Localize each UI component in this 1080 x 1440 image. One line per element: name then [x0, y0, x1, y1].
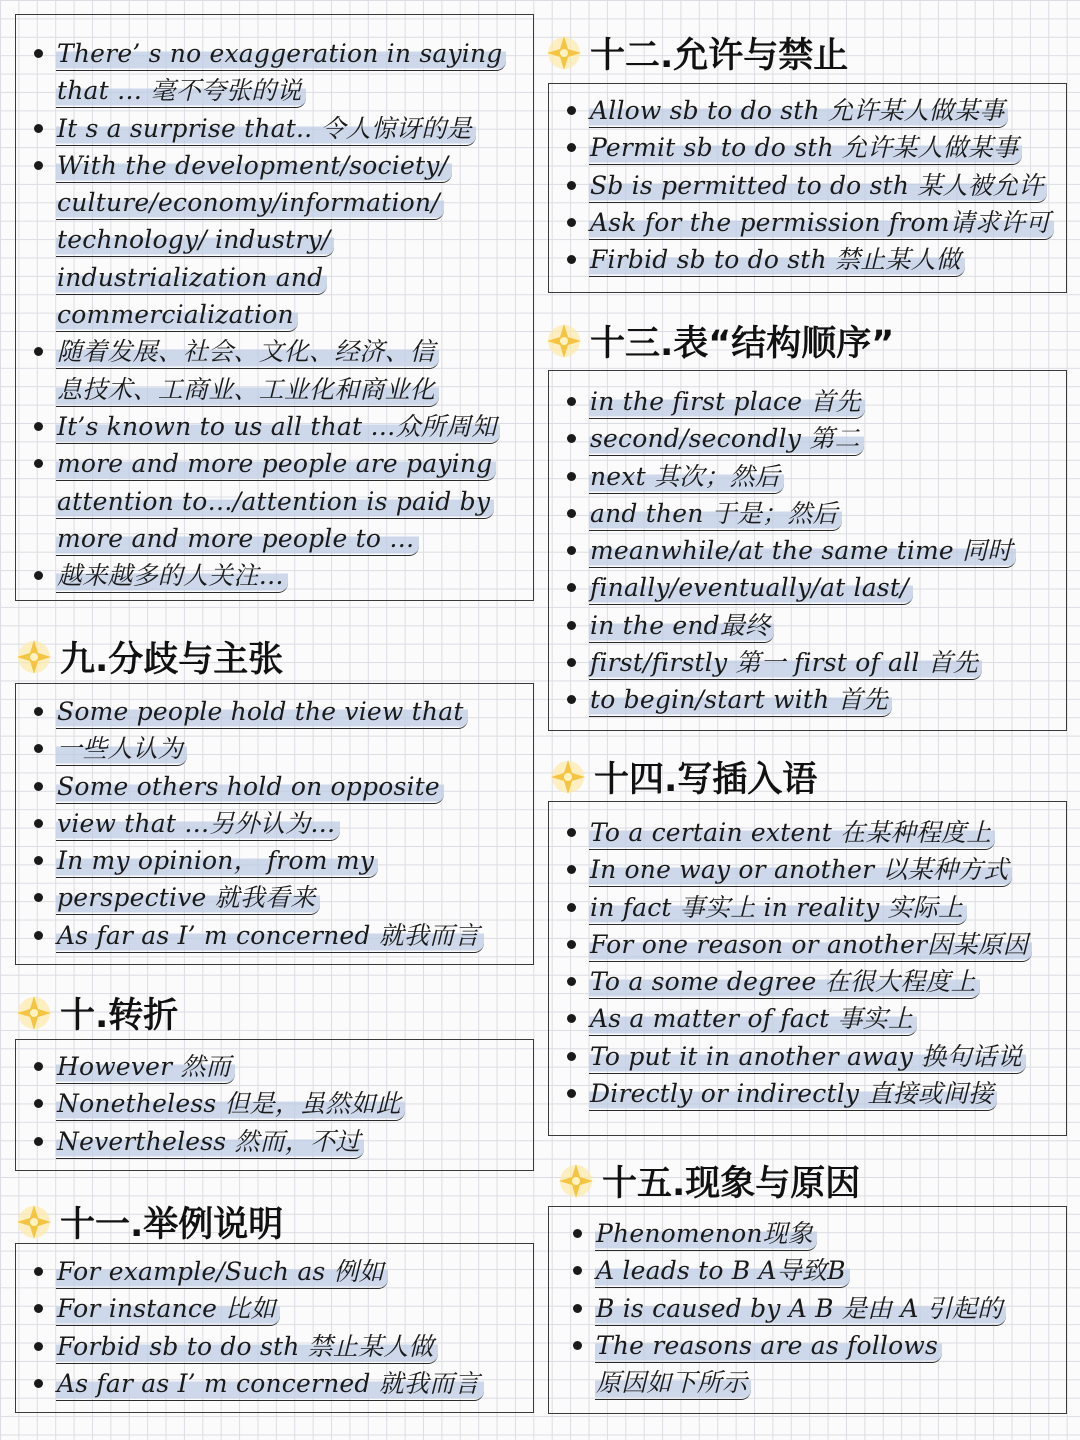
phrase-text: Phenomenon现象 [595, 1218, 817, 1251]
sec10-list [56, 1048, 533, 1160]
sparkle-star-icon [548, 757, 588, 797]
list-box-sec14 [548, 801, 1067, 1136]
phrase-text: in fact 事实上 in reality 实际上 [589, 892, 967, 925]
list-box-sec15 [548, 1206, 1067, 1414]
phrase-text: Nevertheless 然而，不过 [56, 1126, 364, 1159]
heading-sec10 [14, 988, 178, 1038]
phrase-text: that … 毫不夸张的说 [56, 75, 306, 108]
list-item [56, 557, 533, 594]
sparkle-star-icon [14, 1202, 54, 1242]
list-item [56, 693, 533, 730]
phrase-text: attention to…/attention is paid by [56, 486, 494, 519]
sec14-list [589, 814, 1066, 1112]
phrase-text: As far as I’ m concerned 就我而言 [56, 920, 484, 953]
phrase-text: first/firstly 第一 first of all 首先 [589, 647, 982, 680]
sparkle-star-icon [544, 33, 584, 73]
list-item [589, 926, 1066, 963]
heading-sec15 [556, 1156, 860, 1206]
phrase-text: It’s known to us all that …众所周知 [56, 411, 500, 444]
list-item [56, 445, 533, 482]
phrase-text: In one way or another 以某种方式 [589, 854, 1012, 887]
phrase-text: As a matter of fact 事实上 [589, 1003, 917, 1036]
list-item [56, 1365, 533, 1402]
list-item [589, 204, 1066, 241]
phrase-text: Ask for the permission from请求许可 [589, 207, 1054, 240]
heading-sec11 [14, 1197, 283, 1247]
phrase-text: Permit sb to do sth 允许某人做某事 [589, 132, 1022, 165]
list-item [589, 889, 1066, 926]
list-item [589, 1075, 1066, 1112]
phrase-text: For one reason or another因某原因 [589, 929, 1032, 962]
list-item [56, 842, 533, 879]
phrase-text: perspective 就我看来 [56, 882, 320, 915]
sec12-title: 十二.允许与禁止 [590, 36, 849, 76]
list-item [589, 1000, 1066, 1037]
list-box-intro [15, 14, 534, 601]
phrase-text: view that …另外认为… [56, 808, 340, 841]
list-box-sec9 [15, 683, 534, 965]
sparkle-star-icon [556, 1161, 596, 1201]
list-item [56, 483, 533, 520]
phrase-text: As far as I’ m concerned 就我而言 [56, 1368, 484, 1401]
phrase-text: meanwhile/at the same time 同时 [589, 535, 1016, 568]
phrase-text: in the end最终 [589, 610, 774, 643]
list-item [589, 420, 1066, 457]
sec11-list [56, 1253, 533, 1402]
list-box-sec10 [15, 1039, 534, 1171]
phrase-text: 一些人认为 [56, 733, 187, 766]
list-item [56, 520, 533, 557]
list-item [589, 1038, 1066, 1075]
phrase-text: 原因如下所示 [595, 1367, 751, 1400]
list-item [589, 458, 1066, 495]
list-item [56, 917, 533, 954]
phrase-text: There’ s no exaggeration in saying [56, 38, 506, 71]
phrase-text: However 然而 [56, 1051, 235, 1084]
phrase-text: To a certain extent 在某种程度上 [589, 817, 995, 850]
phrase-text: In my opinion， from my [56, 845, 378, 878]
list-item [56, 1048, 533, 1085]
list-item [589, 129, 1066, 166]
list-item [589, 569, 1066, 606]
phrase-text: The reasons are as follows [595, 1330, 942, 1363]
sparkle-star-icon [14, 637, 54, 677]
phrase-text: Directly or indirectly 直接或间接 [589, 1078, 997, 1111]
phrase-text: For example/Such as 例如 [56, 1256, 388, 1289]
list-item [56, 805, 533, 842]
phrase-text: To put it in another away 换句话说 [589, 1041, 1026, 1074]
list-item [56, 1123, 533, 1160]
list-item [56, 333, 533, 370]
heading-sec9 [14, 632, 283, 682]
sec11-title: 十一.举例说明 [60, 1205, 284, 1245]
sec10-title: 十.转折 [60, 996, 179, 1036]
list-item [56, 1253, 533, 1290]
list-item [589, 963, 1066, 1000]
phrase-text: in the first place 首先 [589, 386, 865, 419]
intro-list [56, 35, 533, 594]
heading-sec13 [544, 316, 894, 366]
phrase-text: next 其次；然后 [589, 461, 784, 494]
phrase-text: second/secondly 第二 [589, 423, 864, 456]
list-item [589, 495, 1066, 532]
sec14-title: 十四.写插入语 [594, 760, 818, 800]
list-item [56, 221, 533, 258]
phrase-text: Allow sb to do sth 允许某人做某事 [589, 95, 1008, 128]
list-item [56, 730, 533, 767]
list-box-sec11 [15, 1243, 534, 1413]
list-box-sec13 [548, 370, 1067, 731]
list-item [56, 1328, 533, 1365]
list-item [56, 879, 533, 916]
list-item [56, 72, 533, 109]
phrase-text: and then 于是；然后 [589, 498, 842, 531]
list-item [595, 1252, 1066, 1289]
phrase-text: commercialization [56, 299, 298, 332]
sparkle-star-icon [544, 321, 584, 361]
list-item [595, 1364, 1066, 1401]
phrase-text: culture/economy/information/ [56, 187, 444, 220]
phrase-text: B is caused by A B 是由 A 引起的 [595, 1293, 1006, 1326]
list-item [56, 184, 533, 221]
phrase-text: Some people hold the view that [56, 696, 468, 729]
list-item [595, 1327, 1066, 1364]
list-item [56, 408, 533, 445]
phrase-text: more and more people to … [56, 523, 419, 556]
sec12-list [589, 92, 1066, 278]
phrase-text: finally/eventually/at last/ [589, 572, 913, 605]
heading-sec14 [548, 752, 817, 802]
sec9-list [56, 693, 533, 954]
phrase-text: Forbid sb to do sth 禁止某人做 [56, 1331, 438, 1364]
phrase-text: For instance 比如 [56, 1293, 280, 1326]
heading-sec12 [544, 28, 848, 78]
phrase-text: With the development/society/ [56, 150, 452, 183]
list-item [56, 768, 533, 805]
list-item [589, 241, 1066, 278]
phrase-text: Nonetheless 但是，虽然如此 [56, 1088, 405, 1121]
list-item [56, 296, 533, 333]
phrase-text: To a some degree 在很大程度上 [589, 966, 980, 999]
phrase-text: more and more people are paying [56, 448, 496, 481]
list-item [589, 851, 1066, 888]
sec13-list [589, 383, 1066, 719]
list-item [589, 383, 1066, 420]
list-item [56, 259, 533, 296]
phrase-text: industrialization and [56, 262, 327, 295]
list-box-sec12 [548, 83, 1067, 293]
list-item [56, 371, 533, 408]
phrase-text: Firbid sb to do sth 禁止某人做 [589, 244, 965, 277]
list-item [595, 1215, 1066, 1252]
phrase-text: 息技术、工商业、工业化和商业化 [56, 374, 439, 407]
sec13-title: 十三.表“结构顺序” [590, 324, 895, 364]
list-item [589, 167, 1066, 204]
list-item [589, 532, 1066, 569]
list-item [56, 1085, 533, 1122]
phrase-text: 越来越多的人关注… [56, 560, 288, 593]
list-item [589, 644, 1066, 681]
phrase-text: Sb is permitted to do sth 某人被允许 [589, 170, 1047, 203]
phrase-text: Some others hold on opposite [56, 771, 444, 804]
sparkle-star-icon [14, 993, 54, 1033]
list-item [56, 35, 533, 72]
list-item [56, 147, 533, 184]
list-item [589, 681, 1066, 718]
sec15-list [595, 1215, 1066, 1401]
list-item [56, 1290, 533, 1327]
list-item [589, 92, 1066, 129]
phrase-text: 随着发展、社会、文化、经济、信 [56, 336, 439, 369]
phrase-text: technology/ industry/ [56, 224, 334, 257]
phrase-text: A leads to B A导致B [595, 1255, 850, 1288]
list-item [589, 814, 1066, 851]
sec9-title: 九.分歧与主张 [60, 640, 284, 680]
list-item [595, 1290, 1066, 1327]
phrase-text: It s a surprise that.. 令人惊讶的是 [56, 113, 476, 146]
list-item [589, 607, 1066, 644]
phrase-text: to begin/start with 首先 [589, 684, 892, 717]
list-item [56, 110, 533, 147]
sec15-title: 十五.现象与原因 [602, 1164, 861, 1204]
